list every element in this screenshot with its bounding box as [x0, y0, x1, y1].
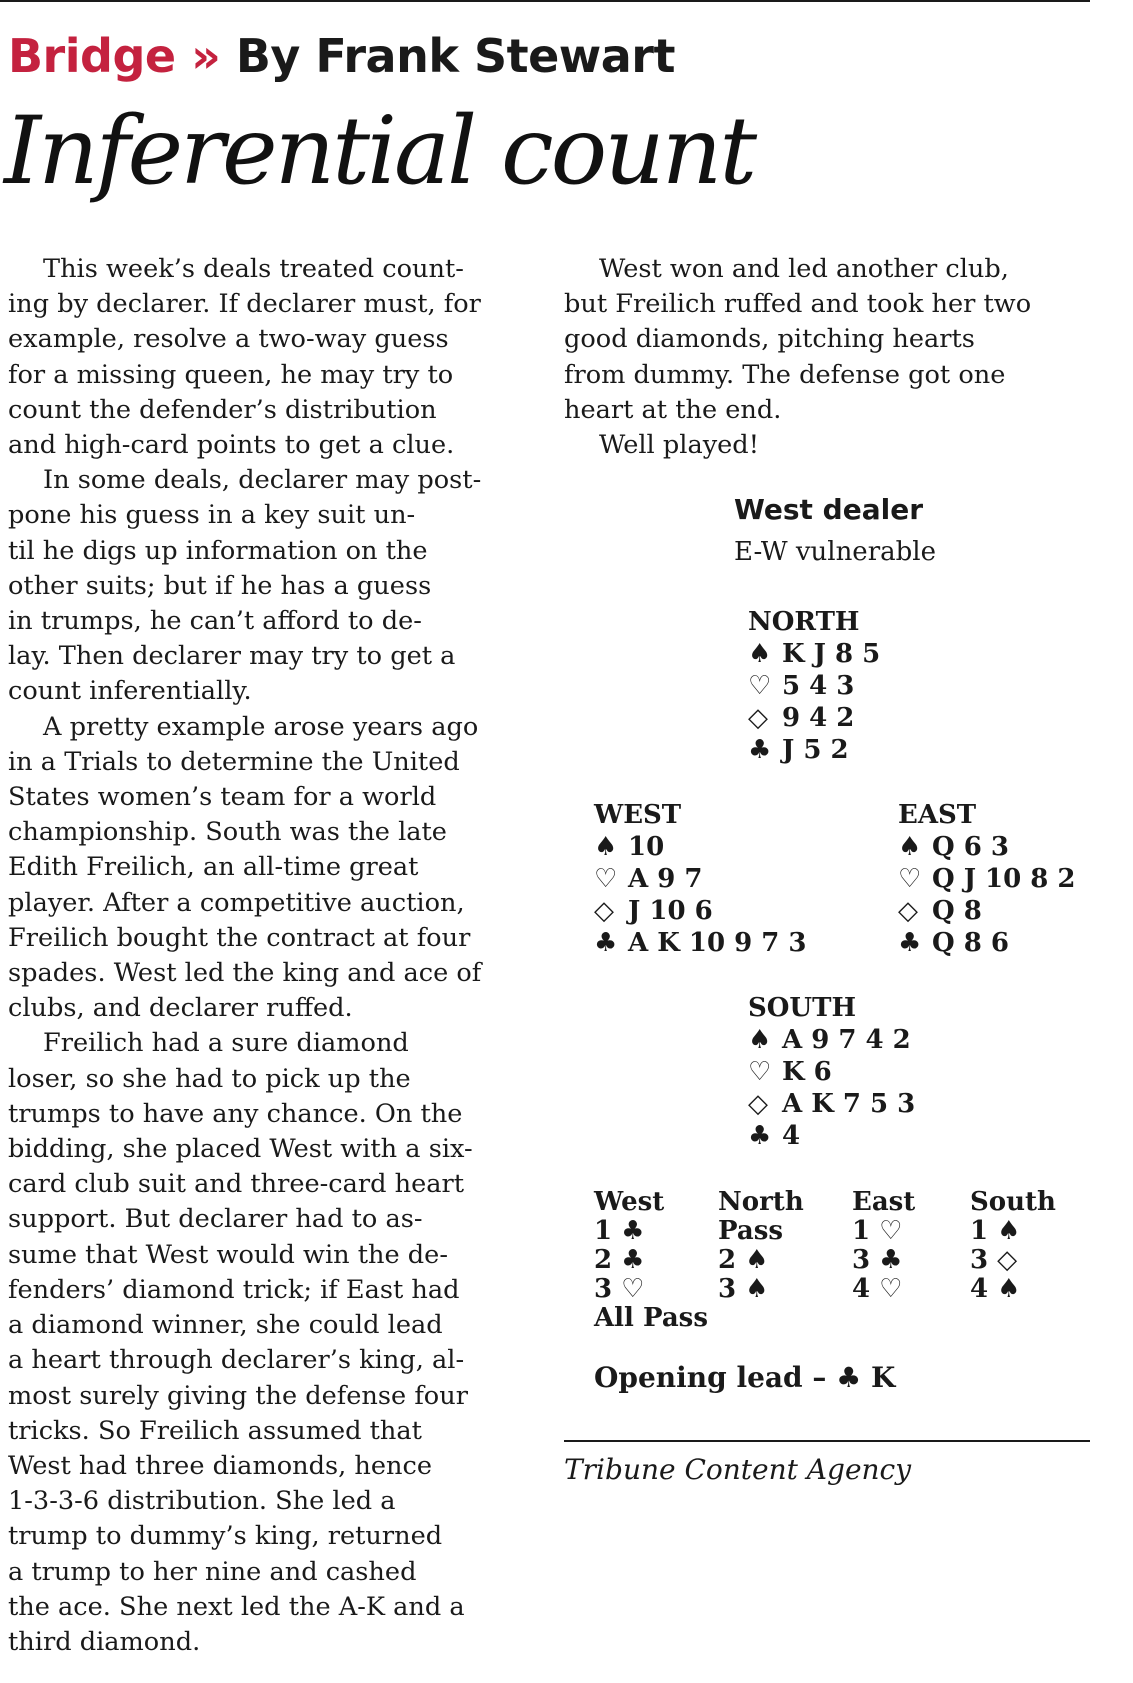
- suit-holding-hearts: [748, 1056, 915, 1088]
- auction-bid: Pass: [718, 1216, 783, 1246]
- hand-name: NORTH: [748, 607, 860, 637]
- cards: 9 4 2: [782, 703, 855, 733]
- cards: A 9 7: [628, 864, 703, 894]
- text-line: sume that West would win the de-: [8, 1239, 448, 1270]
- text-line: trump to dummy’s king, returned: [8, 1521, 443, 1552]
- suit-holding-diamonds: [594, 895, 806, 927]
- auction-bid: 3 ♡: [594, 1274, 645, 1304]
- dealer-label: West dealer: [734, 493, 923, 526]
- text-line: example, resolve a two-way guess: [8, 324, 449, 355]
- auction-header: North: [718, 1187, 804, 1217]
- diamond-icon: ◇: [594, 896, 614, 926]
- auction-column-south: [970, 1188, 1056, 1304]
- heart-icon: ♡: [898, 864, 922, 894]
- text-line: West won and led another club,: [599, 254, 1009, 284]
- spade-icon: ♠: [748, 639, 772, 669]
- text-line: Freilich bought the contract at four: [8, 922, 471, 953]
- hand-north: [748, 606, 880, 766]
- right-paragraph: [564, 428, 1084, 463]
- opening-lead: Opening lead – ♣ K: [594, 1361, 896, 1394]
- cards: J 10 6: [628, 896, 713, 926]
- cards: K 6: [782, 1057, 832, 1087]
- auction-header: South: [970, 1187, 1056, 1217]
- credit-line: Tribune Content Agency: [564, 1453, 912, 1486]
- left-paragraph: [8, 710, 540, 1027]
- suit-holding-clubs: [594, 927, 806, 959]
- byline: By Frank Stewart: [235, 29, 675, 83]
- hand-west: [594, 799, 806, 959]
- left-paragraph: [8, 252, 540, 463]
- club-icon: ♣: [898, 928, 922, 958]
- article-right-column: [564, 252, 1084, 463]
- text-line: from dummy. The defense got one: [564, 359, 1006, 390]
- text-line: and high-card points to get a clue.: [8, 430, 455, 461]
- suit-holding-hearts: [898, 863, 1076, 895]
- text-line: pone his guess in a key suit un-: [8, 500, 416, 531]
- text-line: Edith Freilich, an all-time great: [8, 852, 419, 883]
- suit-holding-diamonds: [898, 895, 1076, 927]
- auction-header: East: [852, 1187, 916, 1217]
- suit-holding-hearts: [748, 670, 880, 702]
- section-separator: »: [191, 29, 221, 83]
- hand-name: EAST: [898, 800, 977, 830]
- right-paragraph: [564, 252, 1084, 428]
- text-line: but Freilich ruffed and took her two: [564, 289, 1032, 320]
- suit-holding-clubs: [748, 734, 880, 766]
- kicker: [8, 28, 675, 84]
- text-line: in trumps, he can’t afford to de-: [8, 606, 422, 637]
- text-line: loser, so she had to pick up the: [8, 1063, 411, 1094]
- auction-header: West: [594, 1187, 665, 1217]
- left-paragraph: [8, 1026, 540, 1660]
- text-line: other suits; but if he has a guess: [8, 570, 432, 601]
- suit-holding-spades: [898, 831, 1076, 863]
- top-rule: [0, 0, 1090, 2]
- text-line: a diamond winner, she could lead: [8, 1310, 443, 1341]
- hand-south: [748, 992, 915, 1152]
- headline: Inferential count: [4, 97, 755, 206]
- heart-icon: ♡: [594, 864, 618, 894]
- cards: 10: [628, 832, 665, 862]
- text-line: count inferentially.: [8, 676, 252, 707]
- hand-name: SOUTH: [748, 993, 857, 1023]
- suit-holding-diamonds: [748, 702, 880, 734]
- suit-holding-diamonds: [748, 1088, 915, 1120]
- auction-bid: 2 ♣: [594, 1245, 645, 1275]
- auction-bid: 4 ♡: [852, 1274, 903, 1304]
- auction-column-north: [718, 1188, 804, 1304]
- spade-icon: ♠: [594, 832, 618, 862]
- suit-holding-clubs: [748, 1120, 915, 1152]
- cards: A K 7 5 3: [782, 1089, 916, 1119]
- auction-bid: 1 ♠: [970, 1216, 1021, 1246]
- cards: J 5 2: [782, 735, 849, 765]
- diamond-icon: ◇: [748, 703, 768, 733]
- text-line: for a missing queen, he may try to: [8, 359, 454, 390]
- cards: 4: [782, 1121, 801, 1151]
- auction-bid: 4 ♠: [970, 1274, 1021, 1304]
- left-paragraph: [8, 463, 540, 709]
- suit-holding-spades: [748, 1024, 915, 1056]
- suit-holding-spades: [748, 638, 880, 670]
- diamond-icon: ◇: [748, 1089, 768, 1119]
- auction-bid: 3 ◇: [970, 1245, 1018, 1275]
- text-line: West had three diamonds, hence: [8, 1450, 432, 1481]
- diamond-icon: ◇: [898, 896, 918, 926]
- text-line: most surely giving the defense four: [8, 1380, 468, 1411]
- cards: 5 4 3: [782, 671, 855, 701]
- text-line: in a Trials to determine the United: [8, 746, 460, 777]
- section-label: Bridge: [8, 29, 176, 83]
- club-icon: ♣: [748, 1121, 772, 1151]
- cards: Q 8: [932, 896, 982, 926]
- cards: K J 8 5: [782, 639, 881, 669]
- spade-icon: ♠: [748, 1025, 772, 1055]
- club-icon: ♣: [594, 928, 618, 958]
- text-line: player. After a competitive auction,: [8, 887, 465, 918]
- text-line: 1-3-3-6 distribution. She led a: [8, 1486, 396, 1517]
- auction-bid: 1 ♡: [852, 1216, 903, 1246]
- text-line: third diamond.: [8, 1626, 201, 1657]
- text-line: fenders’ diamond trick; if East had: [8, 1274, 460, 1305]
- hand-name: WEST: [594, 800, 682, 830]
- text-line: a heart through declarer’s king, al-: [8, 1345, 465, 1376]
- text-line: lay. Then declarer may try to get a: [8, 641, 456, 672]
- spade-icon: ♠: [898, 832, 922, 862]
- text-line: trumps to have any chance. On the: [8, 1098, 463, 1129]
- text-line: a trump to her nine and cashed: [8, 1556, 417, 1587]
- text-line: spades. West led the king and ace of: [8, 958, 482, 989]
- cards: Q 8 6: [932, 928, 1009, 958]
- suit-holding-hearts: [594, 863, 806, 895]
- suit-holding-clubs: [898, 927, 1076, 959]
- text-line: heart at the end.: [564, 394, 782, 425]
- auction-column-west: [594, 1188, 708, 1333]
- text-line: bidding, she placed West with a six-: [8, 1134, 473, 1165]
- text-line: card club suit and three-card heart: [8, 1169, 465, 1200]
- suit-holding-spades: [594, 831, 806, 863]
- heart-icon: ♡: [748, 1057, 772, 1087]
- auction-bid: 3 ♣: [852, 1245, 903, 1275]
- text-line: Freilich had a sure diamond: [43, 1028, 409, 1059]
- cards: Q J 10 8 2: [932, 864, 1076, 894]
- auction-bid: 2 ♠: [718, 1245, 769, 1275]
- heart-icon: ♡: [748, 671, 772, 701]
- text-line: support. But declarer had to as-: [8, 1204, 423, 1235]
- text-line: good diamonds, pitching hearts: [564, 324, 975, 355]
- text-line: Well played!: [599, 430, 759, 461]
- auction-bid: 1 ♣: [594, 1216, 645, 1246]
- text-line: championship. South was the late: [8, 817, 447, 848]
- auction-column-east: [852, 1188, 915, 1304]
- text-line: States women’s team for a world: [8, 782, 437, 813]
- text-line: This week’s deals treated count-: [43, 254, 464, 284]
- text-line: til he digs up information on the: [8, 535, 428, 566]
- text-line: clubs, and declarer ruffed.: [8, 993, 353, 1024]
- auction-bid: All Pass: [594, 1303, 708, 1333]
- text-line: ing by declarer. If declarer must, for: [8, 289, 481, 320]
- text-line: tricks. So Freilich assumed that: [8, 1415, 422, 1446]
- cards: A K 10 9 7 3: [628, 928, 807, 958]
- hand-east: [898, 799, 1076, 959]
- text-line: count the defender’s distribution: [8, 394, 437, 425]
- club-icon: ♣: [748, 735, 772, 765]
- cards: Q 6 3: [932, 832, 1009, 862]
- text-line: A pretty example arose years ago: [43, 711, 479, 742]
- text-line: In some deals, declarer may post-: [43, 465, 482, 496]
- cards: A 9 7 4 2: [782, 1025, 911, 1055]
- article-left-column: [8, 252, 540, 1660]
- vulnerability-label: E-W vulnerable: [734, 537, 936, 567]
- bottom-rule: [564, 1440, 1090, 1442]
- text-line: the ace. She next led the A-K and a: [8, 1591, 465, 1622]
- auction-bid: 3 ♠: [718, 1274, 769, 1304]
